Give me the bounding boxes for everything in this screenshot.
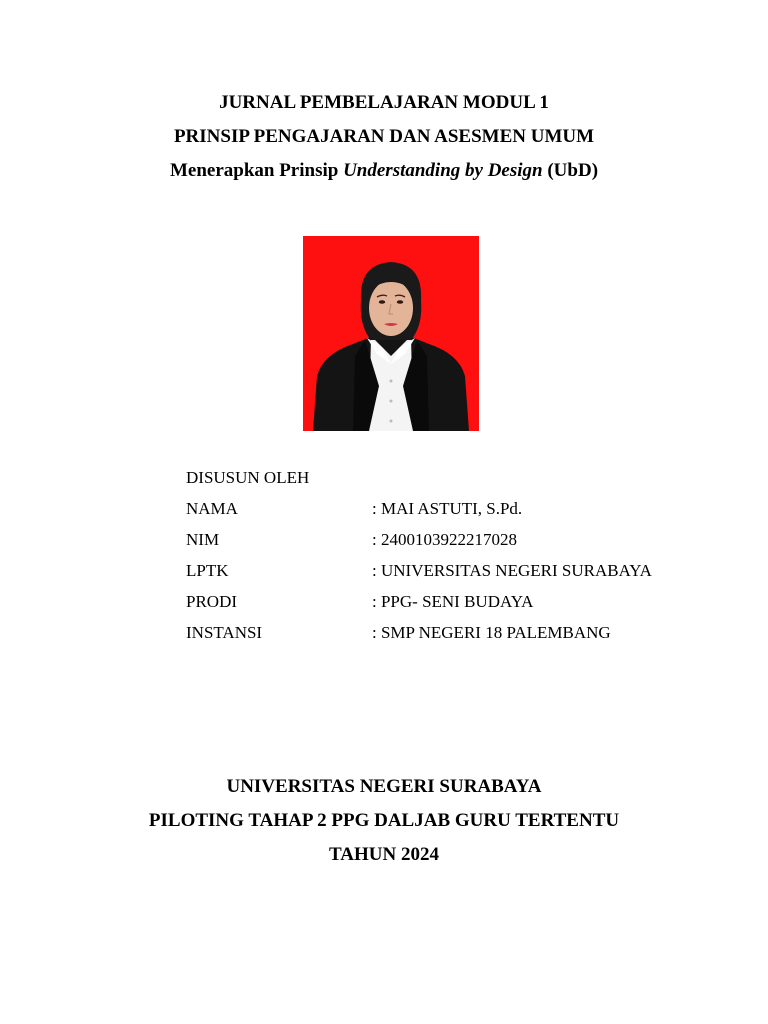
document-title: JURNAL PEMBELAJARAN MODUL 1	[219, 92, 549, 113]
info-row-nim	[186, 524, 652, 555]
author-info	[186, 462, 652, 648]
info-value: : PPG- SENI BUDAYA	[372, 592, 534, 611]
info-value: : MAI ASTUTI, S.Pd.	[372, 499, 523, 518]
info-value: : SMP NEGERI 18 PALEMBANG	[372, 623, 611, 642]
info-row-instansi	[186, 617, 652, 648]
footer-program: PILOTING TAHAP 2 PPG DALJAB GURU TERTENTU	[148, 810, 620, 831]
info-label: NAMA	[186, 499, 238, 518]
footer-block	[0, 770, 768, 872]
footer-university: UNIVERSITAS NEGERI SURABAYA	[226, 776, 542, 797]
topic-italic: Understanding by Design	[343, 160, 543, 181]
info-label: PRODI	[186, 592, 238, 611]
footer-year: TAHUN 2024	[329, 844, 439, 865]
document-topic	[0, 154, 768, 188]
info-heading-text: DISUSUN OLEH	[186, 468, 310, 487]
info-row-prodi	[186, 586, 652, 617]
info-value: : 2400103922217028	[372, 530, 517, 549]
portrait-photo	[303, 236, 479, 431]
info-label: INSTANSI	[186, 623, 263, 642]
info-label: LPTK	[186, 561, 229, 580]
topic-prefix: Menerapkan Prinsip	[169, 160, 344, 181]
info-label: NIM	[186, 530, 220, 549]
info-value: : UNIVERSITAS NEGERI SURABAYA	[372, 561, 652, 580]
info-row-lptk	[186, 555, 652, 586]
title-block	[0, 86, 768, 188]
info-row-name	[186, 493, 652, 524]
topic-suffix: (UbD)	[542, 160, 599, 181]
document-subtitle: PRINSIP PENGAJARAN DAN ASESMEN UMUM	[173, 126, 595, 147]
info-heading	[186, 462, 652, 493]
